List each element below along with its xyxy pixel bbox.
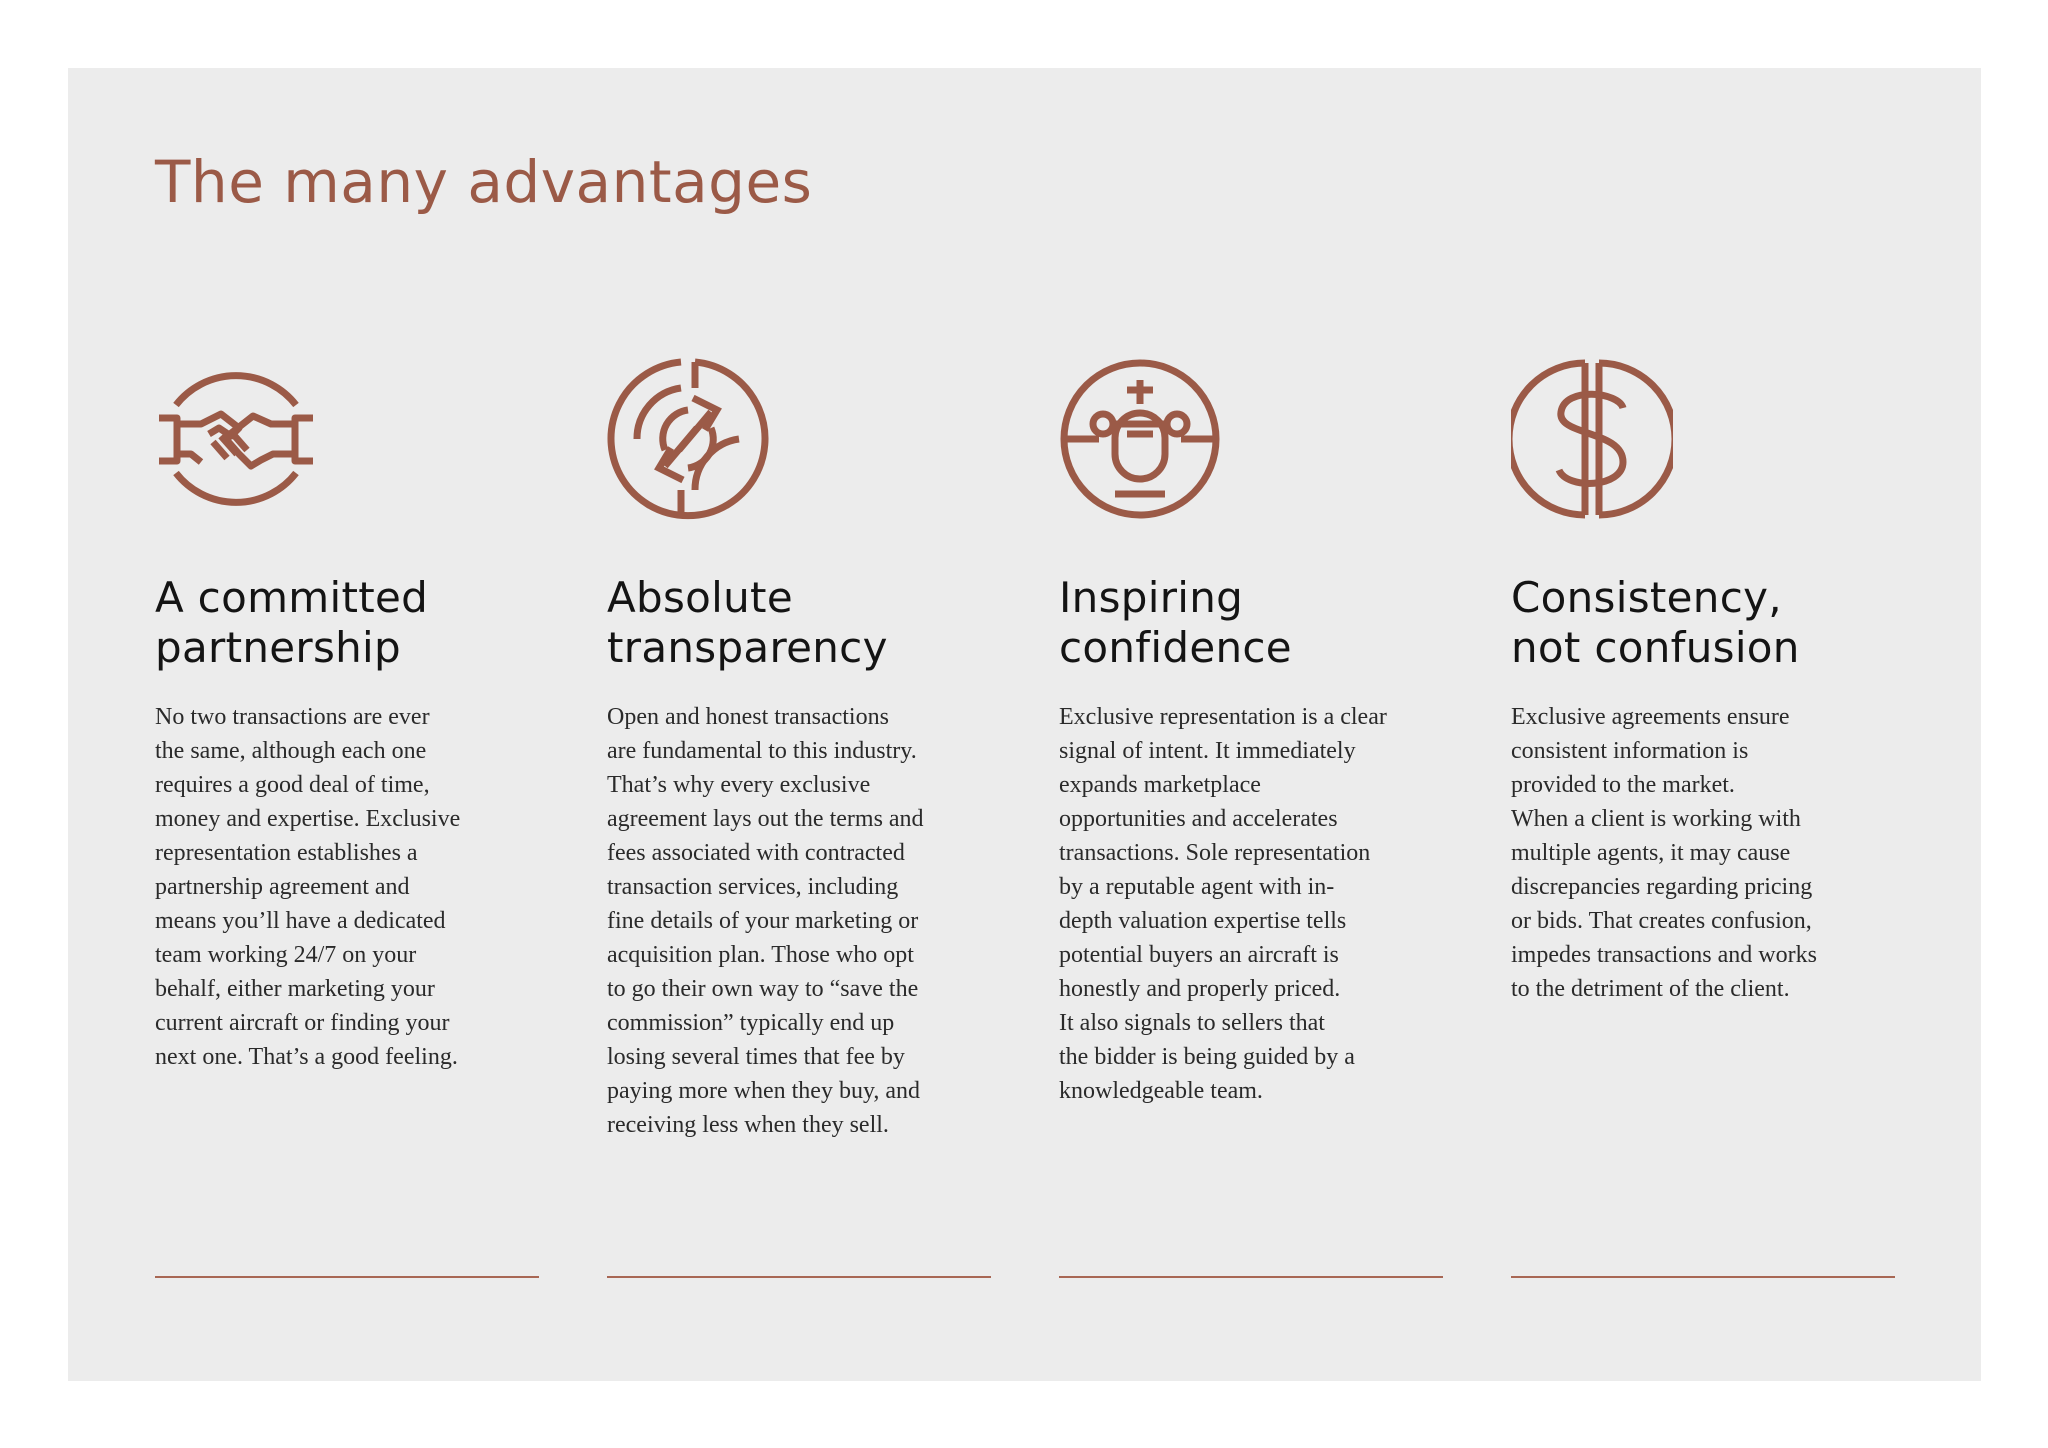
page-title: The many advantages	[155, 148, 813, 216]
aircraft-icon	[1059, 358, 1221, 520]
advantage-confidence	[1059, 358, 1449, 1288]
divider	[1511, 1276, 1895, 1278]
advantage-text: Open and honest transactions are fundamental to this industry. That’s why every exclusive agreement lays out the terms and fees associated with contracted transaction services, including fine details of your marketing or acquisition plan. Those who opt to go their own way to “save the commission” typically end up losing several times that fee by paying more when they buy, and receiving less when they sell.	[607, 704, 924, 1138]
divider	[1059, 1276, 1443, 1278]
divider	[155, 1276, 539, 1278]
advantage-text: Exclusive agreements ensure consistent information is provided to the market. When a client is working with multiple agents, it may cause discrepancies regarding pricing or bids. That creates confusion, impedes transactions and works to the detriment of the client.	[1511, 704, 1817, 1002]
advantage-partnership	[155, 358, 545, 1288]
handshake-icon	[155, 358, 317, 520]
advantage-title: Consistency, not confusion	[1511, 573, 1800, 672]
content-panel	[68, 68, 1981, 1381]
advantage-title: Absolute transparency	[607, 573, 888, 672]
refresh-arrows-icon	[607, 358, 769, 520]
advantage-transparency	[607, 358, 997, 1288]
divider	[607, 1276, 991, 1278]
advantage-consistency	[1511, 358, 1901, 1288]
dollar-icon	[1511, 358, 1673, 520]
advantage-title: Inspiring confidence	[1059, 573, 1292, 672]
advantage-text: Exclusive representation is a clear signal of intent. It immediately expands marketplace opportunities and accelerates transactions. Sole representation by a reputable agent with in- depth valuation expertise tells potential buyers an aircraft is honestly and properly priced. It also signals to sellers that the bidder is being guided by a knowledgeable team.	[1059, 704, 1387, 1104]
advantage-text: No two transactions are ever the same, although each one requires a good deal of time, money and expertise. Exclusive representation establishes a partnership agreement and means you’ll have a dedicated team working 24/7 on your behalf, either marketing your current aircraft or finding your next one. That’s a good feeling.	[155, 704, 461, 1070]
advantage-title: A committed partnership	[155, 573, 429, 672]
